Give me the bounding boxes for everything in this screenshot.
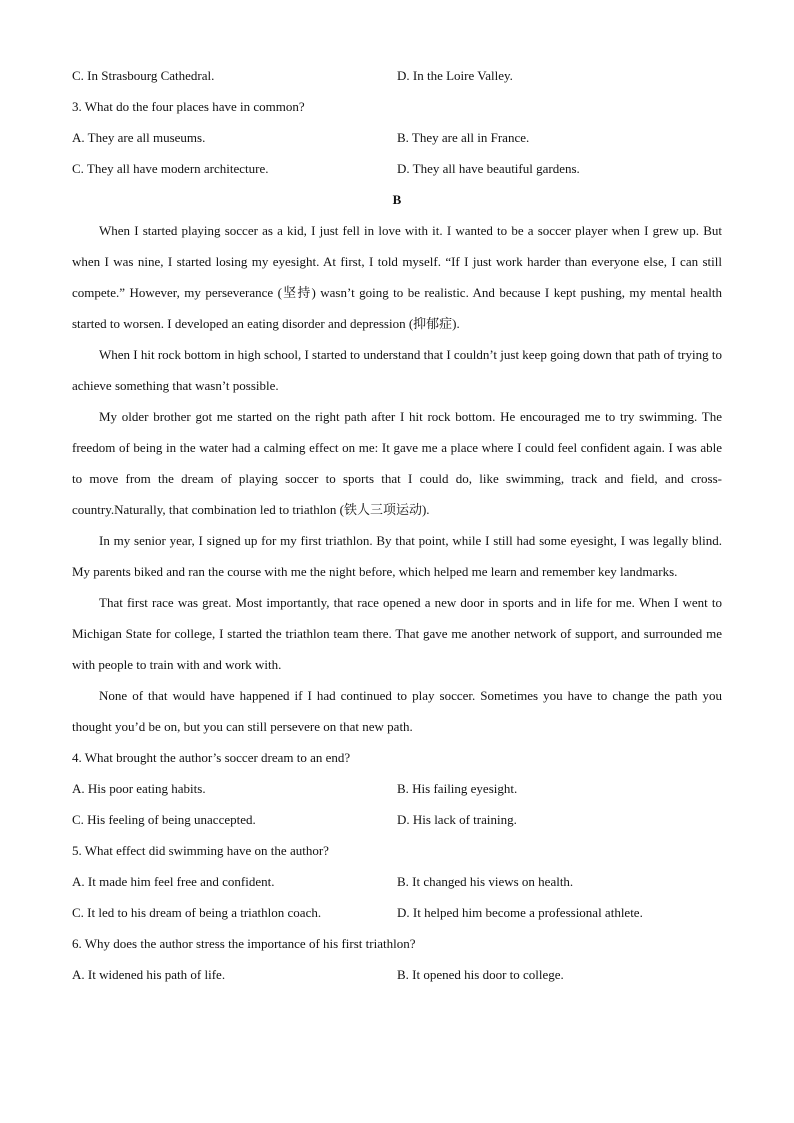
- q4-option-a: A. His poor eating habits.: [72, 781, 206, 796]
- q4-option-d: D. His lack of training.: [397, 812, 517, 827]
- passage-paragraph-5: That first race was great. Most importantly, that race opened a new door in sports and in life for me. When I went to Michigan State for college, I started the triathlon team there. That gave me another network of support, and surrounded me with people to train with and work with.: [72, 595, 722, 672]
- exam-page: [72, 60, 722, 990]
- q5-option-b: B. It changed his views on health.: [397, 874, 574, 889]
- q6-options-row-ab: [72, 959, 722, 990]
- q4-option-c: C. His feeling of being unaccepted.: [72, 812, 256, 827]
- q2-option-c: C. In Strasbourg Cathedral.: [72, 68, 215, 83]
- q4-options-row-ab: [72, 773, 722, 804]
- q5-stem: 5. What effect did swimming have on the author?: [72, 843, 329, 858]
- q3-stem: 3. What do the four places have in common?: [72, 99, 305, 114]
- passage-paragraph-3: My older brother got me started on the right path after I hit rock bottom. He encouraged me to try swimming. The freedom of being in the water had a calming effect on me: It gave me a place where I could feel confident again. I was able to move from the dream of playing soccer to sports that I could do, like swimming, track and field, and cross-country.Naturally, that combination led to triathlon (铁人三项运动).: [72, 409, 722, 517]
- q4-options-row-cd: [72, 804, 722, 835]
- q4-stem: 4. What brought the author’s soccer dream to an end?: [72, 750, 351, 765]
- section-b-title: B: [392, 192, 402, 207]
- q3-option-c: C. They all have modern architecture.: [72, 161, 269, 176]
- q5-options-row-ab: [72, 866, 722, 897]
- q3-option-a: A. They are all museums.: [72, 130, 206, 145]
- passage-paragraph-6: None of that would have happened if I had continued to play soccer. Sometimes you have to change the path you thought you’d be on, but you can still persevere on that new path.: [72, 688, 722, 734]
- q3-options-row-ab: [72, 122, 722, 153]
- q5-option-a: A. It made him feel free and confident.: [72, 874, 275, 889]
- q4-option-b: B. His failing eyesight.: [397, 781, 518, 796]
- q5-option-c: C. It led to his dream of being a triathlon coach.: [72, 905, 322, 920]
- q3-option-b: B. They are all in France.: [397, 130, 530, 145]
- q3-options-row-cd: [72, 153, 722, 184]
- passage-paragraph-2: When I hit rock bottom in high school, I started to understand that I couldn’t just keep going down that path of trying to achieve something that wasn’t possible.: [72, 347, 722, 393]
- q2-options-row-cd: [72, 60, 722, 91]
- q6-option-b: B. It opened his door to college.: [397, 967, 564, 982]
- q2-option-d: D. In the Loire Valley.: [397, 68, 513, 83]
- q3-option-d: D. They all have beautiful gardens.: [397, 161, 580, 176]
- passage-paragraph-1: When I started playing soccer as a kid, I just fell in love with it. I wanted to be a soccer player when I grew up. But when I was nine, I started losing my eyesight. At first, I told myself. “If I just work harder than everyone else, I can still compete.” However, my perseverance (坚持) wasn’t going to be realistic. And because I kept pushing, my mental health started to worsen. I developed an eating disorder and depression (抑郁症).: [72, 223, 722, 331]
- passage-paragraph-4: In my senior year, I signed up for my first triathlon. By that point, while I still had some eyesight, I was legally blind. My parents biked and ran the course with me the night before, which helped me learn and remember key landmarks.: [72, 533, 722, 579]
- q5-options-row-cd: [72, 897, 722, 928]
- q6-stem: 6. Why does the author stress the importance of his first triathlon?: [72, 936, 416, 951]
- q5-option-d: D. It helped him become a professional athlete.: [397, 905, 643, 920]
- q6-option-a: A. It widened his path of life.: [72, 967, 226, 982]
